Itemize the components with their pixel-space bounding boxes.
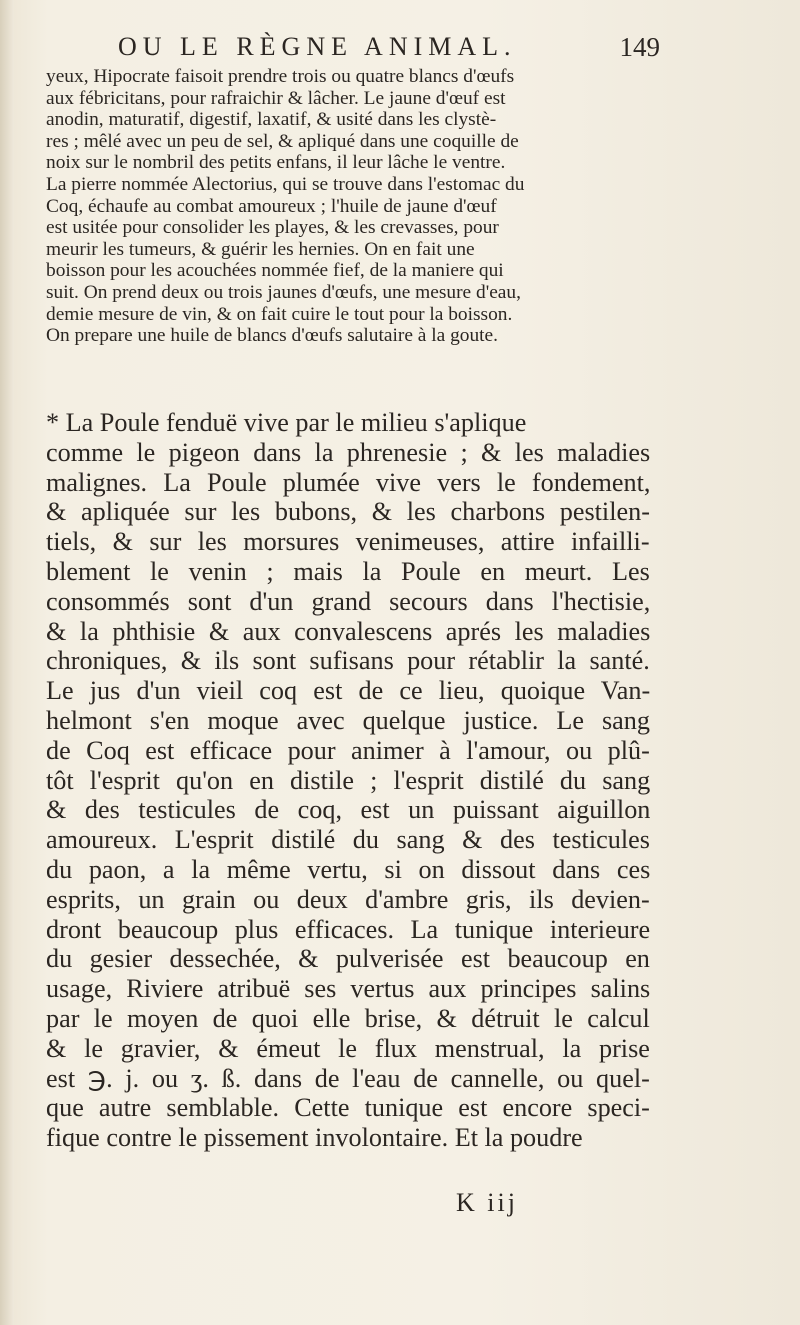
main-paragraph-line: consommés sont d'un grand secours dans l'hectisie, — [46, 586, 651, 616]
main-paragraph-line: tôt l'esprit qu'on en distile ; l'esprit distilé du sang — [46, 765, 651, 795]
small-paragraph-line: yeux, Hipocrate faisoit prendre trois ou quatre blancs d'œufs — [46, 66, 515, 87]
main-paragraph-line: & la phthisie & aux convalescens aprés les maladies — [46, 616, 651, 646]
main-paragraph-line: du gesier dessechée, & pulverisée est beaucoup en — [46, 944, 650, 974]
main-paragraph-line: Le jus d'un vieil coq est de ce lieu, quoique Van- — [46, 676, 651, 706]
small-paragraph-line: suit. On prend deux ou trois jaunes d'œufs, une mesure d'eau, — [46, 281, 521, 303]
main-paragraph-line: amoureux. L'esprit distilé du sang & des testicules — [46, 825, 650, 855]
main-paragraph-line: usage, Riviere atribuë ses vertus aux principes salins — [46, 974, 651, 1004]
main-paragraph-line: & le gravier, & émeut le flux menstrual, la prise — [46, 1033, 650, 1063]
main-paragraph-line: est ℈. j. ou ʒ. ß. dans de l'eau de cannelle, ou quel- — [46, 1063, 650, 1093]
small-paragraph-line: res ; mêlé avec un peu de sel, & apliqué dans une coquille de — [46, 130, 519, 152]
small-paragraph-line: boisson pour les acouchées nommée fief, de la maniere qui — [46, 260, 504, 282]
main-paragraph-line: par le moyen de quoi elle brise, & détruit le calcul — [46, 1003, 650, 1033]
main-paragraph-line: tiels, & sur les morsures venimeuses, attire infailli- — [46, 527, 650, 557]
small-paragraph-line: La pierre nommée Alectorius, qui se trouve dans l'estomac du — [46, 173, 525, 195]
main-paragraph-line: helmont s'en moque avec quelque justice. Le sang — [46, 705, 650, 735]
main-paragraph-line: comme le pigeon dans la phrenesie ; & les maladies — [46, 437, 651, 467]
main-paragraph-line: de Coq est efficace pour animer à l'amour, ou plû- — [46, 735, 650, 765]
page-gutter-shadow — [0, 0, 14, 1325]
catchword-signature: K iij — [456, 1188, 518, 1217]
main-paragraph-line: du paon, a la même vertu, si on dissout dans ces — [46, 854, 651, 884]
page-header — [118, 32, 660, 68]
main-paragraph-line: & des testicules de coq, est un puissant aiguillon — [46, 795, 651, 825]
small-paragraph-line: meurir les tumeurs, & guérir les hernies. On en fait une — [46, 238, 475, 260]
main-paragraph-line: chroniques, & ils sont sufisans pour rétablir la santé. — [46, 646, 650, 676]
main-paragraph-line: * La Poule fenduë vive par le milieu s'aplique — [46, 408, 527, 437]
main-paragraph-line: & apliquée sur les bubons, & les charbons pestilen- — [46, 497, 650, 527]
small-paragraph-line: Coq, échaufe au combat amoureux ; l'huile de jaune d'œuf — [46, 195, 497, 217]
main-paragraph-line: malignes. La Poule plumée vive vers le fondement, — [46, 467, 651, 497]
main-paragraph-line: blement le venin ; mais la Poule en meurt. Les — [46, 556, 650, 586]
small-paragraph-line: anodin, maturatif, digestif, laxatif, & usité dans les clystè- — [46, 109, 497, 131]
main-paragraph-line: que autre semblable. Cette tunique est encore speci- — [46, 1093, 650, 1123]
main-paragraph-line: fique contre le pissement involontaire. Et la poudre — [46, 1123, 583, 1153]
running-head: OU LE RÈGNE ANIMAL. — [118, 32, 517, 61]
main-paragraph — [46, 408, 650, 1153]
main-paragraph-line: dront beaucoup plus efficaces. La tunique interieure — [46, 914, 651, 944]
small-paragraph-line: noix sur le nombril des petits enfans, il leur lâche le ventre. — [46, 152, 506, 174]
small-paragraph-line: aux fébricitans, pour rafraichir & lâcher. Le jaune d'œuf est — [46, 87, 506, 109]
small-paragraph-line: demie mesure de vin, & on fait cuire le tout pour la boisson. — [46, 303, 513, 325]
main-paragraph-line: esprits, un grain ou deux d'ambre gris, ils devien- — [46, 884, 650, 914]
page-number: 149 — [619, 32, 660, 62]
small-paragraph-line: On prepare une huile de blancs d'œufs salutaire à la goute. — [46, 325, 499, 347]
small-paragraph-line: est usitée pour consolider les playes, & les crevasses, pour — [46, 217, 499, 239]
small-type-paragraph — [46, 66, 664, 347]
